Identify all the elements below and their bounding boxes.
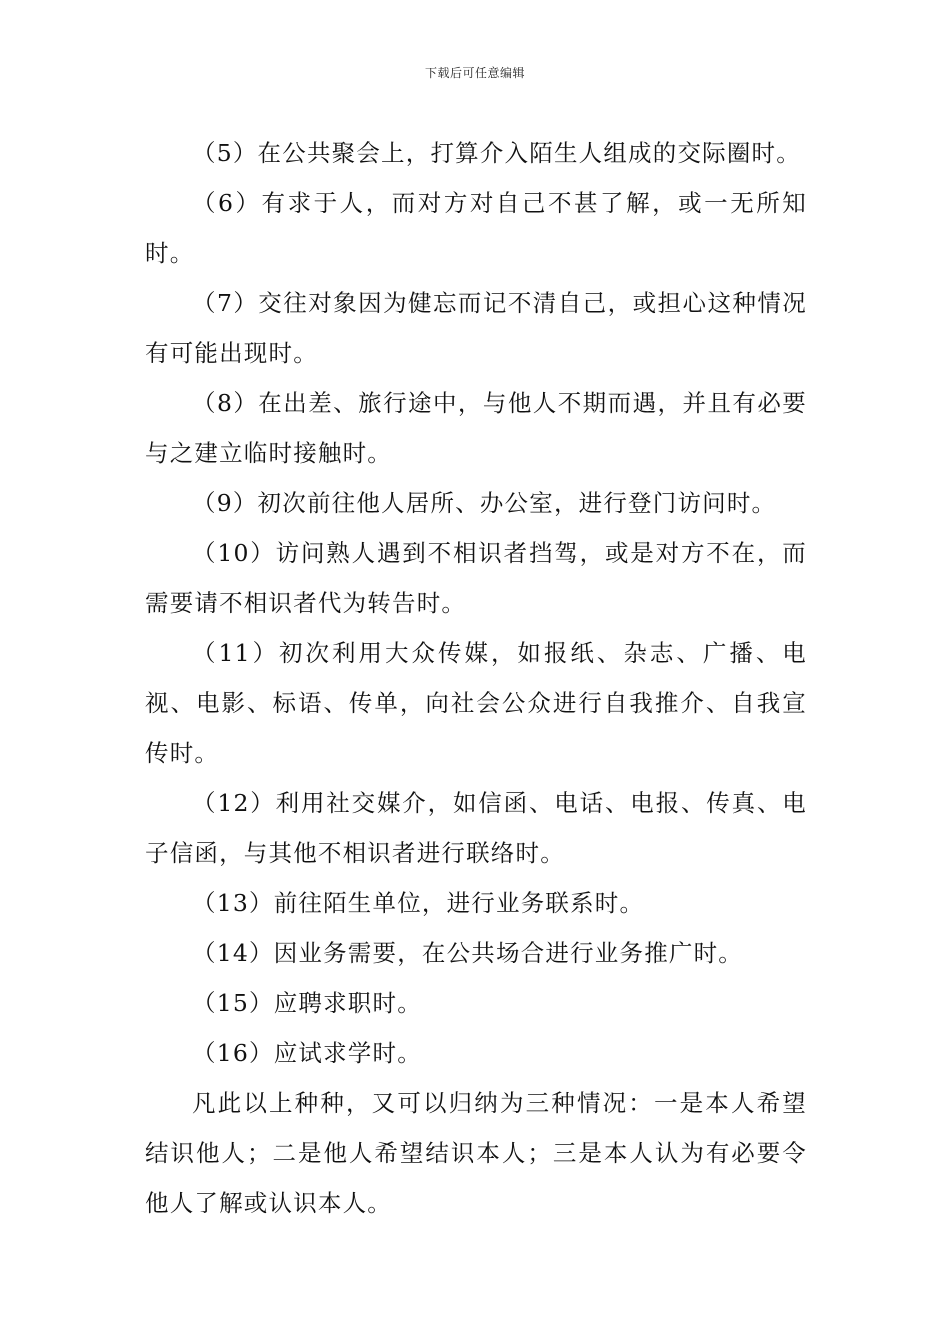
paragraph-item-7: （7）交往对象因为健忘而记不清自己，或担心这种情况有可能出现时。 xyxy=(145,289,807,367)
paragraph-item-16: （16）应试求学时。 xyxy=(192,1039,422,1067)
page-header: 下载后可任意编辑 xyxy=(424,66,525,80)
paragraph-item-12: （12）利用社交媒介，如信函、电话、电报、传真、电子信函，与其他不相识者进行联络时。 xyxy=(145,789,807,867)
paragraph-item-11: （11）初次利用大众传媒，如报纸、杂志、广播、电视、电影、标语、传单，向社会公众进行自我推介、自我宣传时。 xyxy=(145,639,807,767)
document-body xyxy=(145,128,807,1228)
paragraph-item-13: （13）前往陌生单位，进行业务联系时。 xyxy=(192,889,645,917)
paragraph-item-6: （6）有求于人，而对方对自己不甚了解，或一无所知时。 xyxy=(145,189,807,267)
paragraph-item-14: （14）因业务需要，在公共场合进行业务推广时。 xyxy=(192,939,744,967)
paragraph-item-15: （15）应聘求职时。 xyxy=(192,989,422,1017)
summary-paragraph: 凡此以上种种，又可以归纳为三种情况：一是本人希望结识他人；二是他人希望结识本人；三是本人认为有必要令他人了解或认识本人。 xyxy=(145,1089,807,1217)
paragraph-item-10: （10）访问熟人遇到不相识者挡驾，或是对方不在，而需要请不相识者代为转告时。 xyxy=(145,539,807,617)
paragraph-item-5: （5）在公共聚会上，打算介入陌生人组成的交际圈时。 xyxy=(192,139,801,167)
paragraph-item-9: （9）初次前往他人居所、办公室，进行登门访问时。 xyxy=(192,489,777,517)
paragraph-item-8: （8）在出差、旅行途中，与他人不期而遇，并且有必要与之建立临时接触时。 xyxy=(145,389,807,467)
